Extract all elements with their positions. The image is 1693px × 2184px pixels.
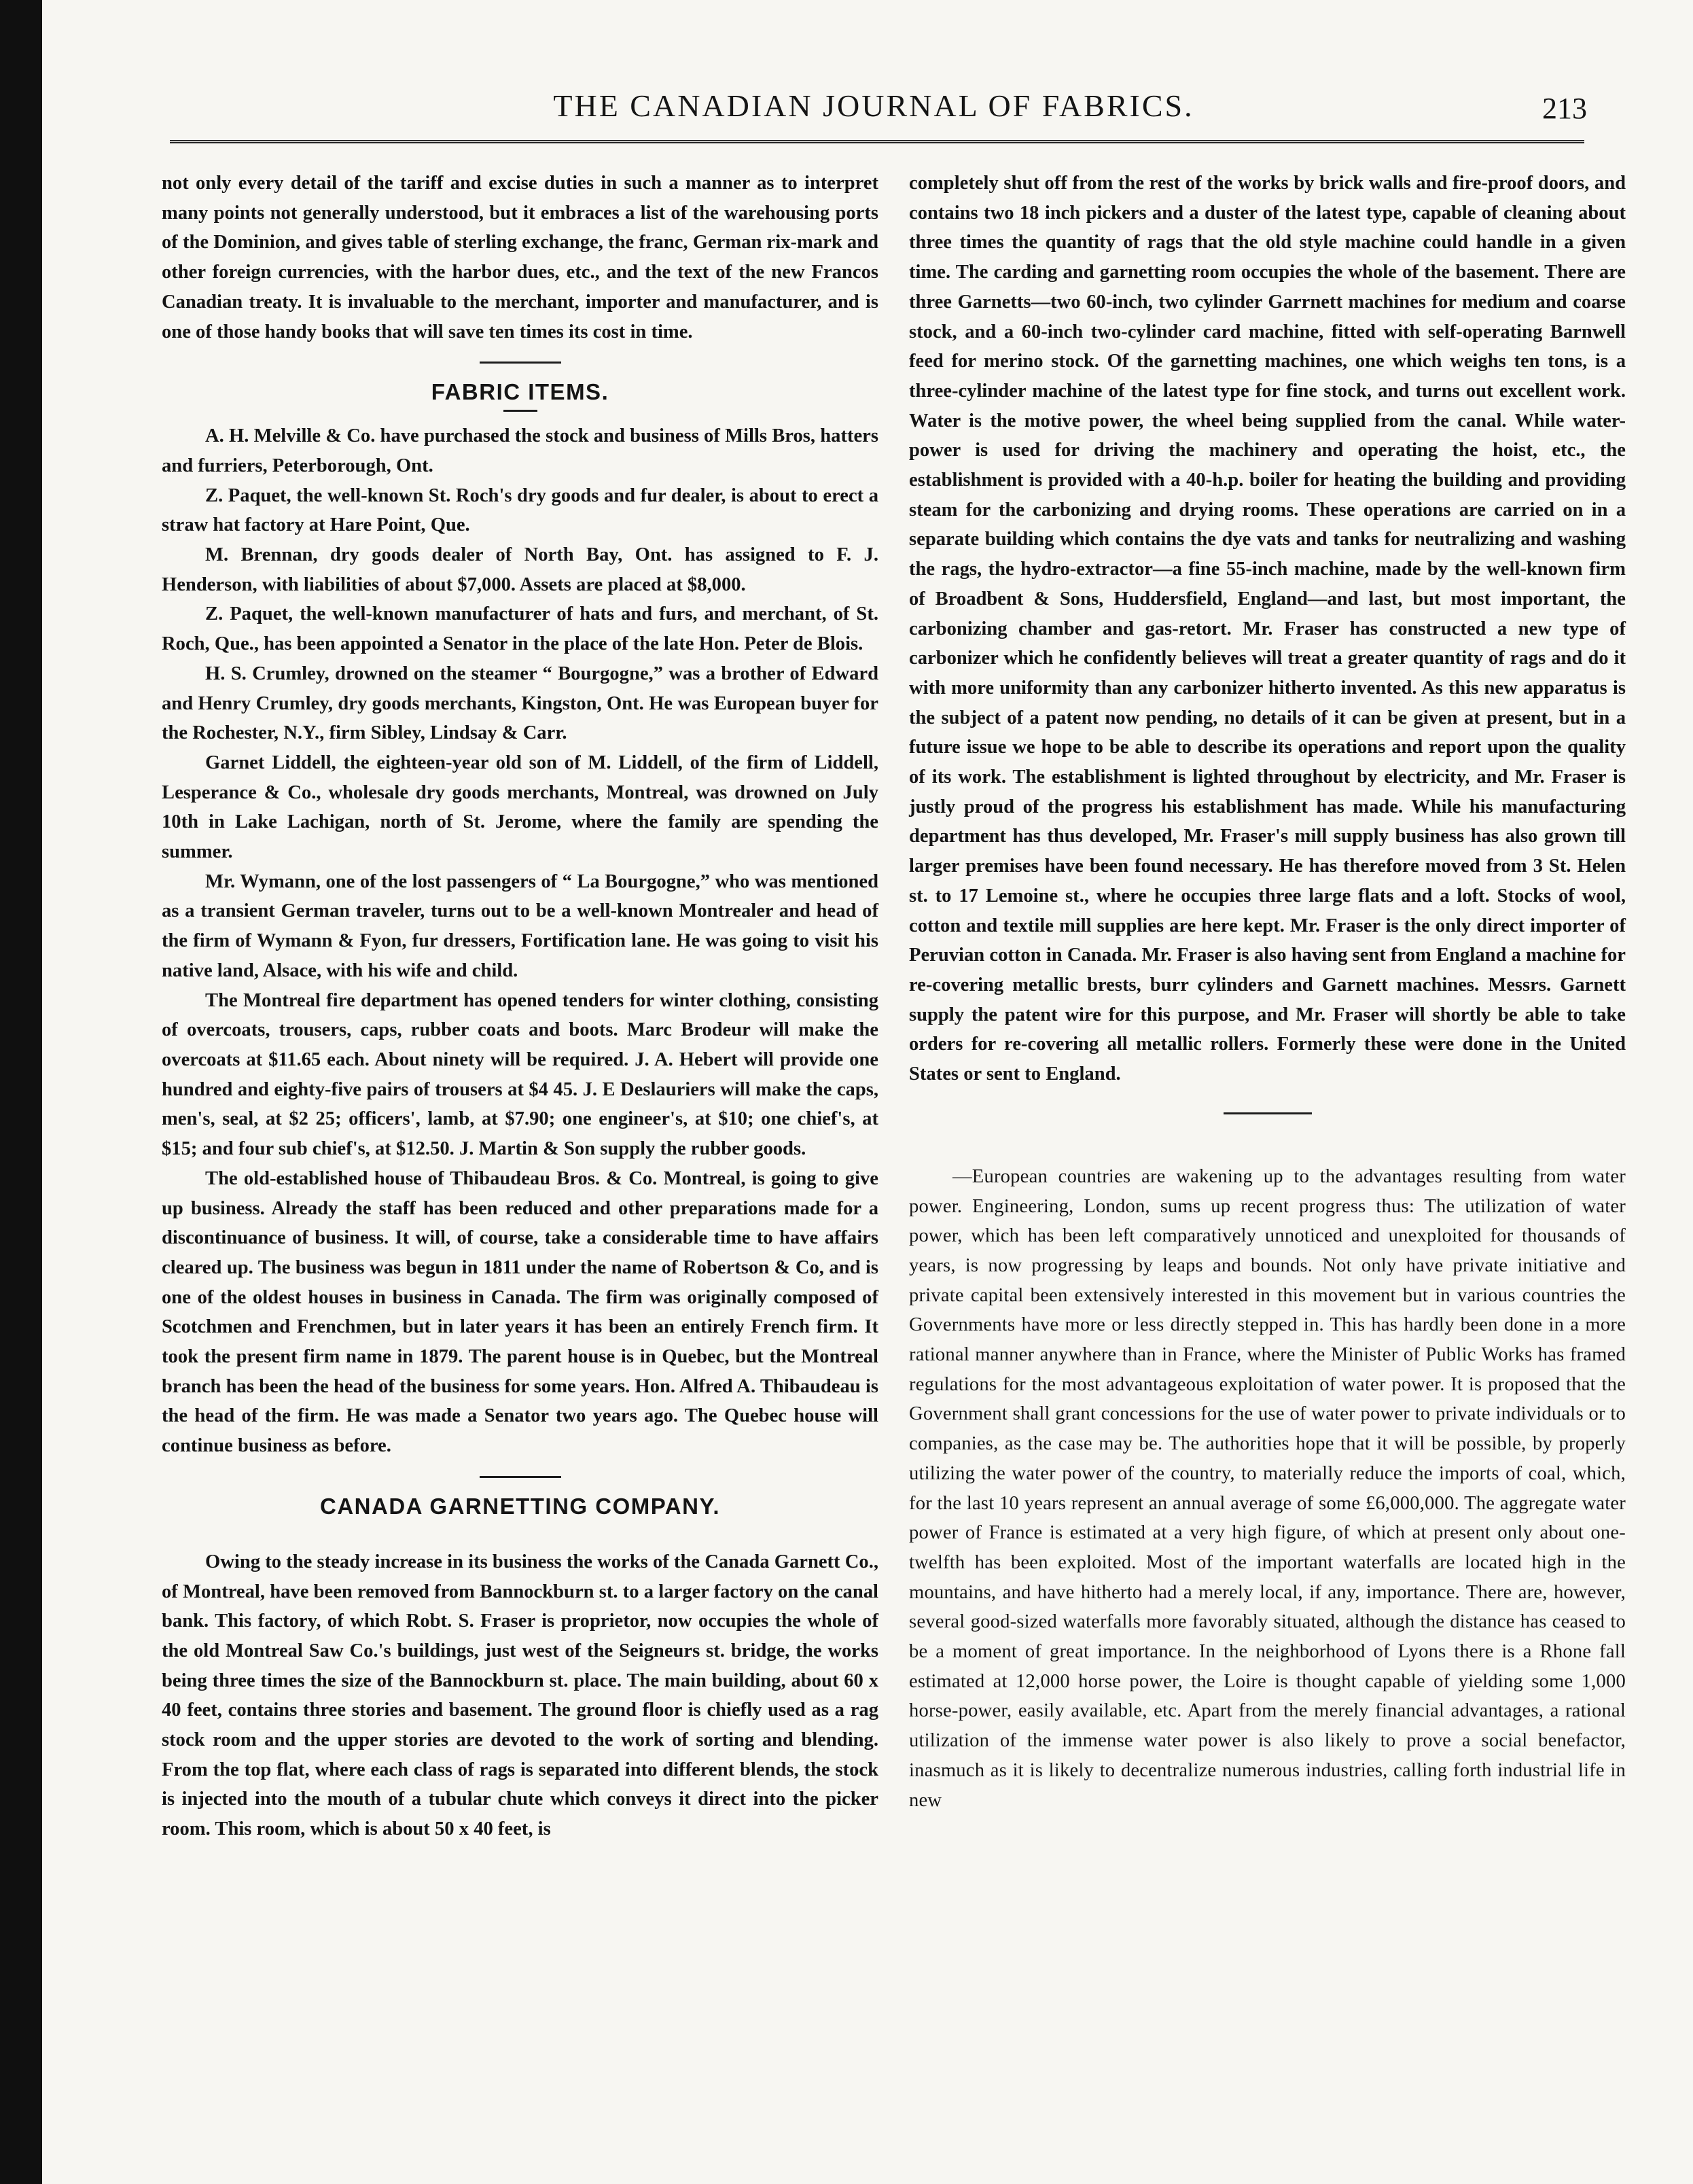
fabric-item: The old-established house of Thibaudeau Bros. & Co. Montreal, is going to give up business. Already the staff has been reduced and other preparations made for a discontinuance of business. It will, of course, take a considerable time to have affairs cleared up. The business was begun in 1811 under the name of Robertson & Co, and is one of the oldest houses in business in Canada. The firm was originally composed of Scotchmen and Frenchmen, but in later years it has been an entirely French firm. It took the present firm name in 1879. The parent house is in Quebec, but the Montreal branch has been the head of the business for some years. Hon. Alfred A. Thibaudeau is the head of the firm. He was made a Senator two years ago. The Quebec house will continue business as before. [162,1167,878,1457]
heading-underline [503,410,537,412]
fabric-item: Z. Paquet, the well-known manufacturer of hats and furs, and merchant, of St. Roch, Que., has been appointed a Senator in the place of the late Hon. Peter de Blois. [162,603,878,655]
header-rule [170,140,1584,143]
fabric-item: A. H. Melville & Co. have purchased the stock and business of Mills Bros, hatters and furriers, Peterborough, Ont. [162,425,878,476]
section-divider [480,362,561,364]
page-header [156,87,1591,135]
fabric-items-heading: FABRIC ITEMS. [431,379,609,405]
fabric-item: M. Brennan, dry goods dealer of North Bay, Ont. has assigned to F. J. Henderson, with liabilities of about $7,000. Assets are placed at $8,000. [162,544,878,595]
garnetting-heading: CANADA GARNETTING COMPANY. [320,1493,720,1519]
section-divider [1224,1112,1312,1114]
binding-edge [0,0,42,2184]
intro-paragraph: not only every detail of the tariff and excise duties in such a manner as to interpret many points not generally understood, but it embraces a list of the warehousing ports of the Dominion, and gives table of sterling exchange, the franc, German rix-mark and other foreign currencies, with the harbor dues, etc., and the text of the new Francos Canadian treaty. It is invaluable to the merchant, importer and manufacturer, and is one of those handy books that will save ten times its cost in time. [162,173,878,342]
section-divider [480,1476,561,1478]
heading-spacer [162,1523,878,1547]
page-number: 213 [1542,92,1587,125]
water-power-paragraph: —European countries are wakening up to the advantages resulting from water power. Engineering, London, sums up recent progress thus: The utilization of water power, which has been left comparatively unnoticed and unexploited for thousands of years, is now progressing by leaps and bounds. Not only have private initiative and private capital been extensively interested in this movement but in various countries the Governments have more or less directly stepped in. This has hardly been done in a more rational manner anywhere than in France, where the Minister of Public Works has framed regulations for the most advantageous exploitation of water power. It is proposed that the Government shall grant concessions for the use of water power to private individuals or to companies, as the case may be. The authorities hope that it will be possible, by properly utilizing the water power of the country, to materially reduce the imports of coal, which, for the last 10 years represent an annual average of some £6,000,000. The aggregate water power of France is estimated at a very high figure, of which at present only about one-twelfth has been exploited. Most of the important waterfalls are located high in the mountains, and have hitherto had a merely local, if any, importance. There are, however, several good-sized waterfalls more favorably situated, although the distance has ceased to be a moment of great importance. In the neighborhood of Lyons there is a Rhone fall estimated at 12,000 horse power, the Loire is thought capable of yielding some 1,000 horse-power, easily available, etc. Apart from the merely financial advantages, a rational utilization of the immense water power is also likely to prove a social benefactor, inasmuch as it is likely to decentralize numerous industries, calling forth industrial life in new [909,1165,1626,1811]
left-column [162,169,878,1844]
fabric-item: The Montreal fire department has opened tenders for winter clothing, consisting of overcoats, trousers, caps, rubber coats and boots. Marc Brodeur will make the overcoats at $11.65 each. About ninety will be required. J. A. Hebert will provide one hundred and eighty-five pairs of trousers at $4 45. J. E Deslauriers will make the caps, men's, seal, at $2 25; officers', lamb, at $7.90; one engineer's, at $10; one chief's, at $15; and four sub chief's, at $12.50. J. Martin & Son supply the rubber goods. [162,989,878,1160]
right-column [909,169,1626,1815]
fabric-item: Z. Paquet, the well-known St. Roch's dry goods and fur dealer, is about to erect a straw hat factory at Hare Point, Que. [162,485,878,536]
fabric-item: Garnet Liddell, the eighteen-year old son of M. Liddell, of the firm of Liddell, Lesperance & Co., wholesale dry goods merchants, Montreal, was drowned on July 10th in Lake Lachigan, north of St. Jerome, where the family are spending the summer. [162,752,878,863]
fabric-item: H. S. Crumley, drowned on the steamer “ Bourgogne,” was a brother of Edward and Henry Crumley, dry goods merchants, Kingston, Ont. He was European buyer for the Rochester, N.Y., firm Sibley, Lindsay & Carr. [162,663,878,744]
garnetting-continued: completely shut off from the rest of the works by brick walls and fire-proof doors, and contains two 18 inch pickers and a duster of the latest type, capable of cleaning about three times the quantity of rags that the old style machine could handle in a given time. The carding and garnetting room occupies the whole of the basement. There are three Garnetts—two 60-inch, two cylinder Garrnett machines for medium and coarse stock, and a 60-inch two-cylinder card machine, fitted with self-operating Barnwell feed for merino stock. Of the garnetting machines, one which weighs ten tons, is a three-cylinder machine of the latest type for fine stock, and turns out excellent work. Water is the motive power, the wheel being supplied from the canal. While water-power is used for driving the machinery and operating the hoist, etc., the establishment is provided with a 40-h.p. boiler for heating the building and providing steam for the carbonizing and drying rooms. These operations are carried on in a separate building which contains the dye vats and tanks for neutralizing and washing the rags, the hydro-extractor—a fine 55-inch machine, made by the well-known firm of Broadbent & Sons, Huddersfield, England—and last, but most important, the carbonizing chamber and gas-retort. Mr. Fraser has constructed a new type of carbonizer which he confidently believes will treat a greater quantity of rags and do it with more uniformity than any carbonizer hitherto invented. As this new apparatus is the subject of a patent now pending, no details of it can be given at present, but in a future issue we hope to be able to describe its operations and report upon the quality of its work. The establishment is lighted throughout by electricity, and Mr. Fraser is justly proud of the progress his establishment has made. While his manufacturing department has thus developed, Mr. Fraser's mill supply business has also grown till larger premises have been found necessary. He has therefore moved from 3 St. Helen st. to 17 Lemoine st., where he occupies three large flats and a loft. Stocks of wool, cotton and textile mill supplies are here kept. Mr. Fraser is the only direct importer of Peruvian cotton in Canada. Mr. Fraser is also having sent from England a machine for re-covering metallic brests, burr cylinders and Garnett machines. Messrs. Garnett supply the patent wire for this purpose, and Mr. Fraser will shortly be able to take orders for re-covering all metallic rollers. Formerly these were done in the United States or sent to England. [909,173,1626,1085]
fabric-item: Mr. Wymann, one of the lost passengers of “ La Bourgogne,” who was mentioned as a transient German traveler, turns out to be a well-known Montrealer and head of the firm of Wymann & Fyon, fur dressers, Fortification lane. He was going to visit his native land, Alsace, with his wife and child. [162,870,878,981]
garnetting-paragraph: Owing to the steady increase in its business the works of the Canada Garnett Co., of Montreal, have been removed from Bannockburn st. to a larger factory on the canal bank. This factory, of which Robt. S. Fraser is proprietor, now occupies the whole of the old Montreal Saw Co.'s buildings, just west of the Seigneurs st. bridge, the works being three times the size of the Bannockburn st. place. The main building, about 60 x 40 feet, contains three stories and basement. The ground floor is chiefly used as a rag stock room and the upper stories are devoted to the work of sorting and blending. From the top flat, where each class of rags is separated into different blends, the stock is injected into the mouth of a tubular chute which conveys it direct into the picker room. This room, which is about 50 x 40 feet, is [162,1551,878,1840]
journal-title: THE CANADIAN JOURNAL OF FABRICS. [553,88,1194,123]
water-power-article [909,1162,1626,1815]
